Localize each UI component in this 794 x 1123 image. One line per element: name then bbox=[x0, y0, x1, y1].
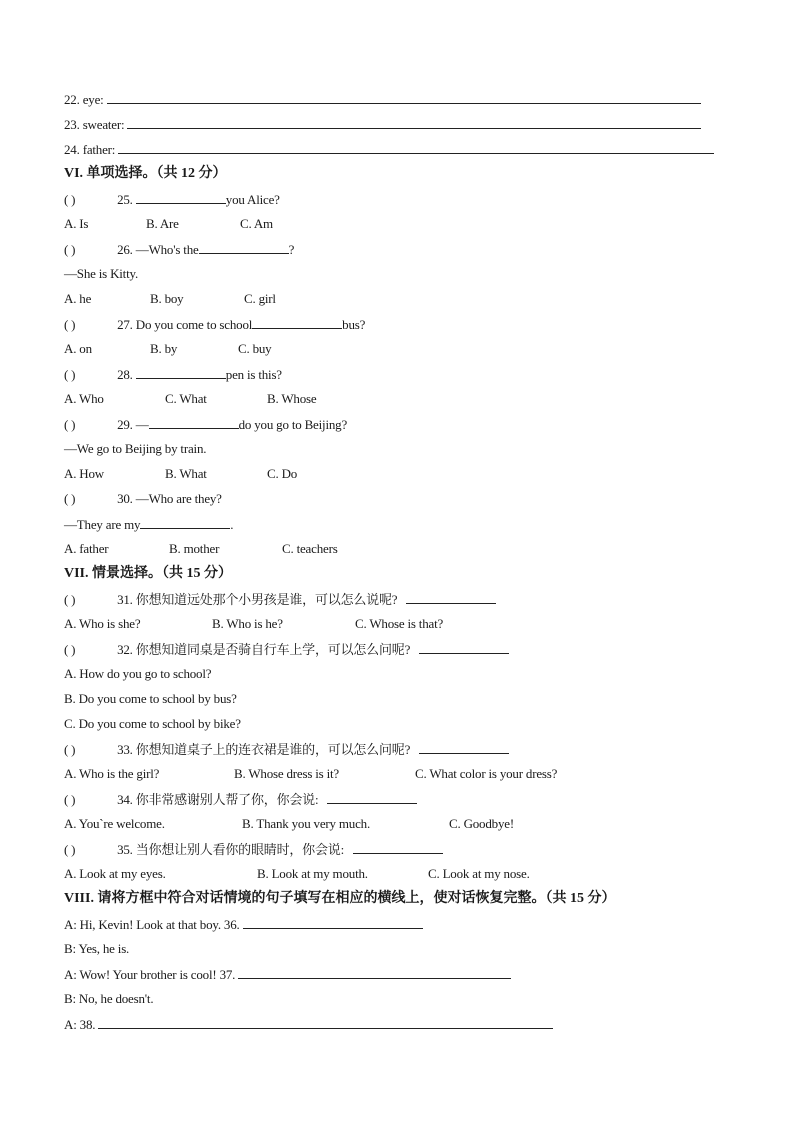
option-a[interactable]: A. he bbox=[64, 291, 92, 306]
option-a[interactable]: A. Look at my eyes. bbox=[64, 866, 166, 881]
option-a[interactable]: A. on bbox=[64, 341, 92, 356]
question-label: 22. eye: bbox=[64, 92, 104, 107]
answer-paren[interactable]: ( ) bbox=[64, 317, 76, 332]
option-a[interactable]: A. Is bbox=[64, 216, 89, 231]
question-27 bbox=[64, 313, 365, 335]
reply-30 bbox=[64, 513, 233, 535]
question-35 bbox=[64, 838, 443, 860]
option-b[interactable]: B. Look at my mouth. bbox=[257, 866, 368, 881]
answer-paren[interactable]: ( ) bbox=[64, 192, 76, 207]
question-32 bbox=[64, 638, 509, 660]
question-22 bbox=[64, 88, 701, 110]
option-a[interactable]: A. You`re welcome. bbox=[64, 816, 165, 831]
question-text-tail: bus? bbox=[342, 317, 366, 332]
option-c[interactable]: C. Look at my nose. bbox=[428, 866, 530, 881]
option-b[interactable]: B. Thank you very much. bbox=[242, 816, 371, 831]
question-text: 35. 当你想让别人看你的眼睛时，你会说: bbox=[117, 842, 344, 857]
option-a[interactable]: A. How bbox=[64, 466, 104, 481]
answer-paren[interactable]: ( ) bbox=[64, 491, 76, 506]
answer-blank[interactable] bbox=[136, 188, 226, 204]
answer-paren[interactable]: ( ) bbox=[64, 592, 76, 607]
options-30 bbox=[64, 538, 338, 560]
reply-29: —We go to Beijing by train. bbox=[64, 441, 207, 456]
answer-blank[interactable] bbox=[149, 413, 239, 429]
option-a[interactable]: A. Who is she? bbox=[64, 616, 141, 631]
question-text-tail: ? bbox=[288, 242, 295, 257]
dialogue-text: A: Hi, Kevin! Look at that boy. 36. bbox=[64, 917, 240, 932]
answer-blank[interactable] bbox=[118, 138, 714, 154]
options-26 bbox=[64, 288, 276, 310]
question-31 bbox=[64, 588, 496, 610]
answer-blank[interactable] bbox=[406, 588, 496, 604]
option-c[interactable]: C. buy bbox=[238, 341, 272, 356]
options-34 bbox=[64, 813, 514, 835]
answer-paren[interactable]: ( ) bbox=[64, 242, 76, 257]
question-text: 31. 你想知道远处那个小男孩是谁，可以怎么说呢? bbox=[117, 592, 398, 607]
answer-blank[interactable] bbox=[252, 313, 342, 329]
option-b[interactable]: B. boy bbox=[150, 291, 184, 306]
option-b[interactable]: B. mother bbox=[169, 541, 220, 556]
question-text: you Alice? bbox=[225, 192, 280, 207]
answer-blank[interactable] bbox=[243, 913, 423, 929]
option-a[interactable]: A. Who bbox=[64, 391, 104, 406]
options-33 bbox=[64, 763, 557, 785]
option-b[interactable]: B. Do you come to school by bus? bbox=[64, 691, 237, 706]
option-b[interactable]: B. by bbox=[150, 341, 178, 356]
option-b[interactable]: B. What bbox=[165, 466, 207, 481]
question-number: 25. bbox=[117, 192, 133, 207]
answer-blank[interactable] bbox=[127, 113, 701, 129]
option-c[interactable]: C. What color is your dress? bbox=[415, 766, 558, 781]
option-c[interactable]: C. Do bbox=[267, 466, 298, 481]
question-28 bbox=[64, 363, 282, 385]
question-text: 30. —Who are they? bbox=[117, 491, 222, 506]
option-c[interactable]: C. teachers bbox=[282, 541, 338, 556]
question-33 bbox=[64, 738, 509, 760]
question-text-tail: do you go to Beijing? bbox=[238, 417, 348, 432]
question-label: 23. sweater: bbox=[64, 117, 125, 132]
answer-blank[interactable] bbox=[238, 963, 511, 979]
answer-paren[interactable]: ( ) bbox=[64, 642, 76, 657]
answer-paren[interactable]: ( ) bbox=[64, 417, 76, 432]
dialogue-line-36 bbox=[64, 913, 423, 935]
options-29 bbox=[64, 463, 297, 485]
answer-paren[interactable]: ( ) bbox=[64, 742, 76, 757]
answer-blank[interactable] bbox=[419, 638, 509, 654]
dialogue-line-37 bbox=[64, 963, 511, 985]
section-heading: VII. 情景选择。（共 15 分） bbox=[64, 566, 233, 581]
section-heading: VI. 单项选择。（共 12 分） bbox=[64, 166, 227, 181]
question-text: 29. — bbox=[117, 417, 149, 432]
option-b[interactable]: B. Whose dress is it? bbox=[234, 766, 339, 781]
answer-blank[interactable] bbox=[353, 838, 443, 854]
question-24 bbox=[64, 138, 714, 160]
option-c[interactable]: C. girl bbox=[244, 291, 276, 306]
question-30 bbox=[64, 488, 222, 510]
question-text: 32. 你想知道同桌是否骑自行车上学，可以怎么问呢? bbox=[117, 642, 411, 657]
answer-blank[interactable] bbox=[327, 788, 417, 804]
question-text: 26. —Who's the bbox=[117, 242, 199, 257]
reply-26: —She is Kitty. bbox=[64, 266, 139, 281]
option-b[interactable]: B. Whose bbox=[267, 391, 317, 406]
option-c[interactable]: C. Am bbox=[240, 216, 273, 231]
dialogue-line: B: No, he doesn't. bbox=[64, 991, 154, 1006]
dialogue-text: A: 38. bbox=[64, 1017, 96, 1032]
question-34 bbox=[64, 788, 417, 810]
option-a[interactable]: A. Who is the girl? bbox=[64, 766, 160, 781]
options-31 bbox=[64, 613, 443, 635]
answer-blank[interactable] bbox=[419, 738, 509, 754]
answer-blank[interactable] bbox=[199, 238, 289, 254]
dialogue-text: A: Wow! Your brother is cool! 37. bbox=[64, 967, 236, 982]
dialogue-line-38 bbox=[64, 1013, 553, 1035]
question-25 bbox=[64, 188, 280, 210]
answer-blank[interactable] bbox=[107, 88, 701, 104]
question-label: 24. father: bbox=[64, 142, 116, 157]
answer-paren[interactable]: ( ) bbox=[64, 792, 76, 807]
option-b[interactable]: B. Are bbox=[146, 216, 179, 231]
question-text: 34. 你非常感谢别人帮了你，你会说: bbox=[117, 792, 319, 807]
option-c[interactable]: C. Do you come to school by bike? bbox=[64, 716, 241, 731]
answer-paren[interactable]: ( ) bbox=[64, 367, 76, 382]
question-26 bbox=[64, 238, 294, 260]
options-35 bbox=[64, 863, 530, 885]
reply-text: —They are my bbox=[64, 517, 141, 532]
option-b[interactable]: B. Who is he? bbox=[212, 616, 283, 631]
options-25 bbox=[64, 213, 273, 235]
answer-blank[interactable] bbox=[140, 513, 230, 529]
answer-blank[interactable] bbox=[136, 363, 226, 379]
options-27 bbox=[64, 338, 271, 360]
question-text: 27. Do you come to school bbox=[117, 317, 253, 332]
section-heading: VIII. 请将方框中符合对话情境的句子填写在相应的横线上，使对话恢复完整。（共 15 分） bbox=[64, 891, 616, 906]
option-c[interactable]: C. What bbox=[165, 391, 207, 406]
option-a[interactable]: A. father bbox=[64, 541, 109, 556]
question-text: 33. 你想知道桌子上的连衣裙是谁的，可以怎么问呢? bbox=[117, 742, 411, 757]
option-c[interactable]: C. Goodbye! bbox=[449, 816, 514, 831]
option-c[interactable]: C. Whose is that? bbox=[355, 616, 444, 631]
options-28 bbox=[64, 388, 316, 410]
option-a[interactable]: A. How do you go to school? bbox=[64, 666, 212, 681]
answer-paren[interactable]: ( ) bbox=[64, 842, 76, 857]
question-29 bbox=[64, 413, 347, 435]
dialogue-line: B: Yes, he is. bbox=[64, 941, 130, 956]
answer-blank[interactable] bbox=[98, 1013, 553, 1029]
question-23 bbox=[64, 113, 701, 135]
question-text: pen is this? bbox=[225, 367, 282, 382]
question-number: 28. bbox=[117, 367, 133, 382]
reply-text-tail: . bbox=[230, 517, 234, 532]
